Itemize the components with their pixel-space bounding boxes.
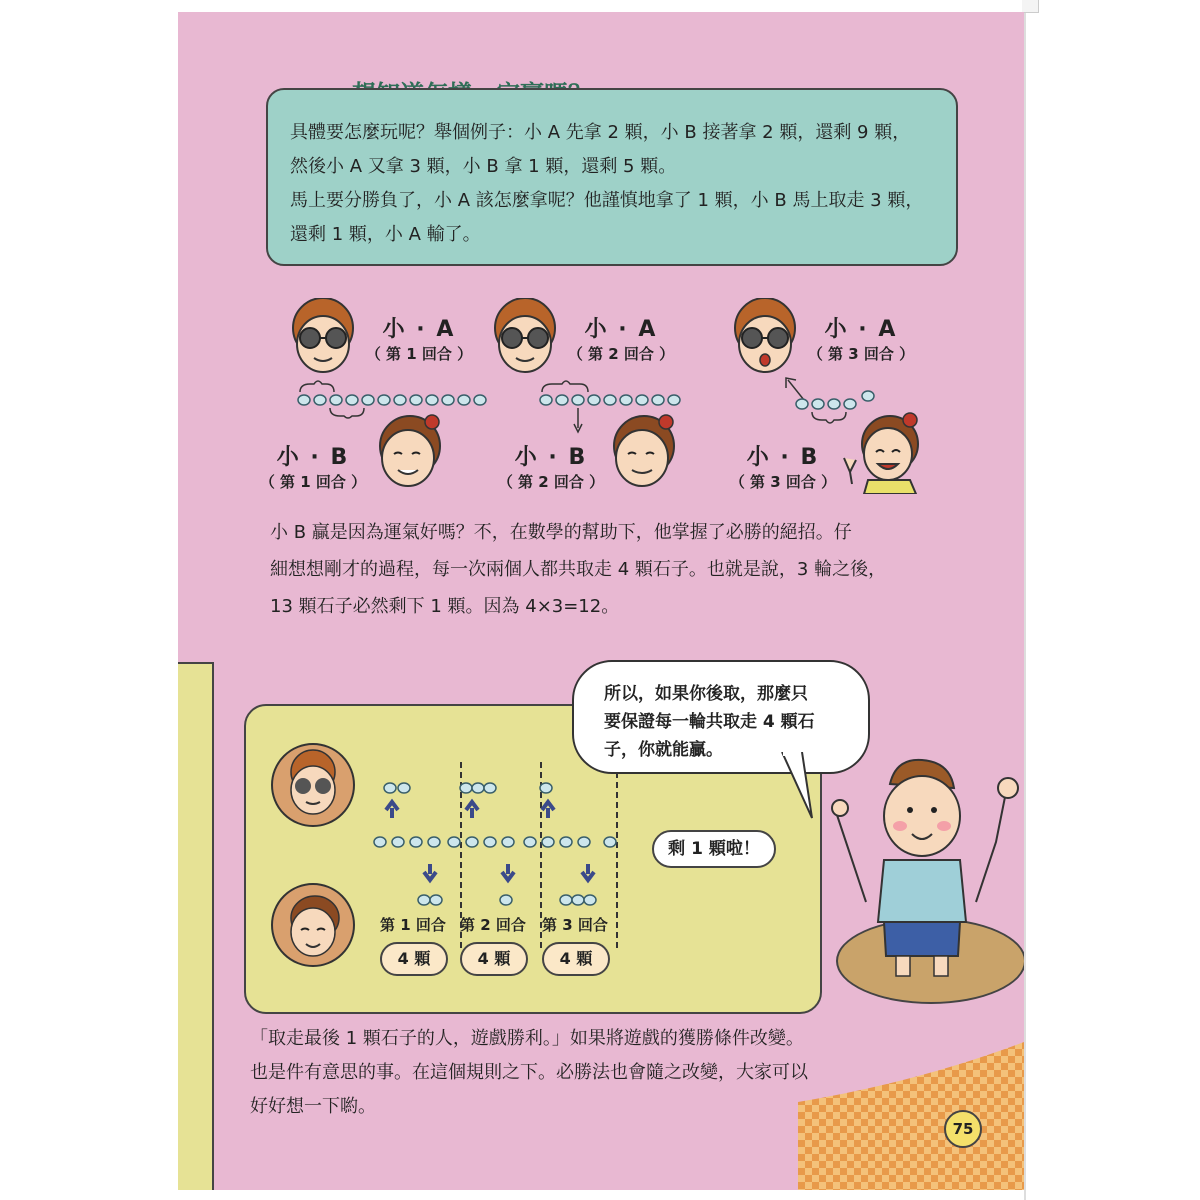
intro-line: 還剩 1 顆，小 A 輸了。: [290, 224, 481, 245]
count-badge: 4 顆: [542, 942, 610, 976]
explanation-line: 13 顆石子必然剩下 1 顆。因為 4×3=12。: [270, 596, 620, 617]
player-b-round: （ 第 3 回合 ）: [729, 473, 837, 491]
round-label: 第 1 回合: [380, 916, 446, 934]
intro-line: 馬上要分勝負了，小 A 該怎麼拿呢？他謹慎地拿了 1 顆，小 B 馬上取走 3 顆，: [290, 190, 924, 211]
player-b-label: [728, 440, 838, 492]
player-a-name: 小 · A: [584, 317, 658, 342]
speech-line: 所以，如果你後取，那麼只: [604, 684, 808, 704]
closing-line: 好好想一下喲。: [250, 1096, 376, 1117]
closing-paragraph: [250, 1022, 808, 1124]
player-a-name: 小 · A: [382, 317, 456, 342]
player-b-name: 小 · B: [514, 445, 588, 470]
intro-line: 具體要怎麼玩呢？舉個例子：小 A 先拿 2 顆，小 B 接著拿 2 顆，還剩 9 顆，: [290, 122, 911, 143]
remaining-badge: 剩 1 顆啦！: [652, 830, 776, 868]
count-badge: 4 顆: [460, 942, 528, 976]
closing-line: 「取走最後 1 顆石子的人，遊戲勝利。」如果將遊戲的獲勝條件改變。: [250, 1028, 804, 1049]
round-label: 第 2 回合: [460, 916, 526, 934]
round-label: 第 3 回合: [542, 916, 608, 934]
player-b-name: 小 · B: [746, 445, 820, 470]
player-b-name: 小 · B: [276, 445, 350, 470]
boy-avatar-icon: [270, 742, 356, 828]
player-b-round: （ 第 1 回合 ）: [259, 473, 367, 491]
explanation-paragraph: [270, 514, 886, 625]
stone-flow-diagram: [370, 778, 648, 914]
girl-cheering-icon: [838, 408, 930, 494]
speech-line: 要保證每一輪共取走 4 顆石: [604, 712, 815, 732]
player-a-round: （ 第 2 回合 ）: [567, 345, 675, 363]
player-a-label: [364, 312, 474, 364]
player-a-round: （ 第 1 回合 ）: [365, 345, 473, 363]
side-strip: [178, 662, 214, 1190]
intro-line: 然後小 A 又拿 3 顆，小 B 拿 1 顆，還剩 5 顆。: [290, 156, 677, 177]
explanation-line: 細想想剛才的過程，每一次兩個人都共取走 4 顆石子。也就是說，3 輪之後，: [270, 559, 887, 580]
girl-avatar-icon: [270, 882, 356, 968]
boy-face-icon: [488, 298, 562, 376]
count-badge: 4 顆: [380, 942, 448, 976]
page-number: 75: [944, 1110, 982, 1148]
checkered-corner: [798, 1042, 1024, 1190]
player-b-label: [258, 440, 368, 492]
speech-line: 子，你就能贏。: [604, 740, 723, 760]
player-a-round: （ 第 3 回合 ）: [807, 345, 915, 363]
intro-box: [266, 88, 958, 266]
girl-face-icon: [602, 408, 680, 490]
boy-face-icon: [286, 298, 360, 376]
boy-character-icon: [826, 752, 1022, 984]
page-corner: [1022, 0, 1039, 13]
player-b-round: （ 第 2 回合 ）: [497, 473, 605, 491]
player-a-name: 小 · A: [824, 317, 898, 342]
player-a-label: [566, 312, 676, 364]
closing-line: 也是件有意思的事。在這個規則之下。必勝法也會隨之改變，大家可以: [250, 1062, 808, 1083]
speech-tail: [778, 752, 818, 822]
book-page: [178, 12, 1024, 1190]
explanation-line: 小 B 贏是因為運氣好嗎？不，在數學的幫助下，他掌握了必勝的絕招。仔: [270, 522, 852, 543]
player-a-label: [806, 312, 916, 364]
page-gutter: [1024, 0, 1026, 1200]
boy-face-icon: [728, 298, 802, 376]
player-b-label: [496, 440, 606, 492]
girl-face-icon: [368, 408, 446, 490]
